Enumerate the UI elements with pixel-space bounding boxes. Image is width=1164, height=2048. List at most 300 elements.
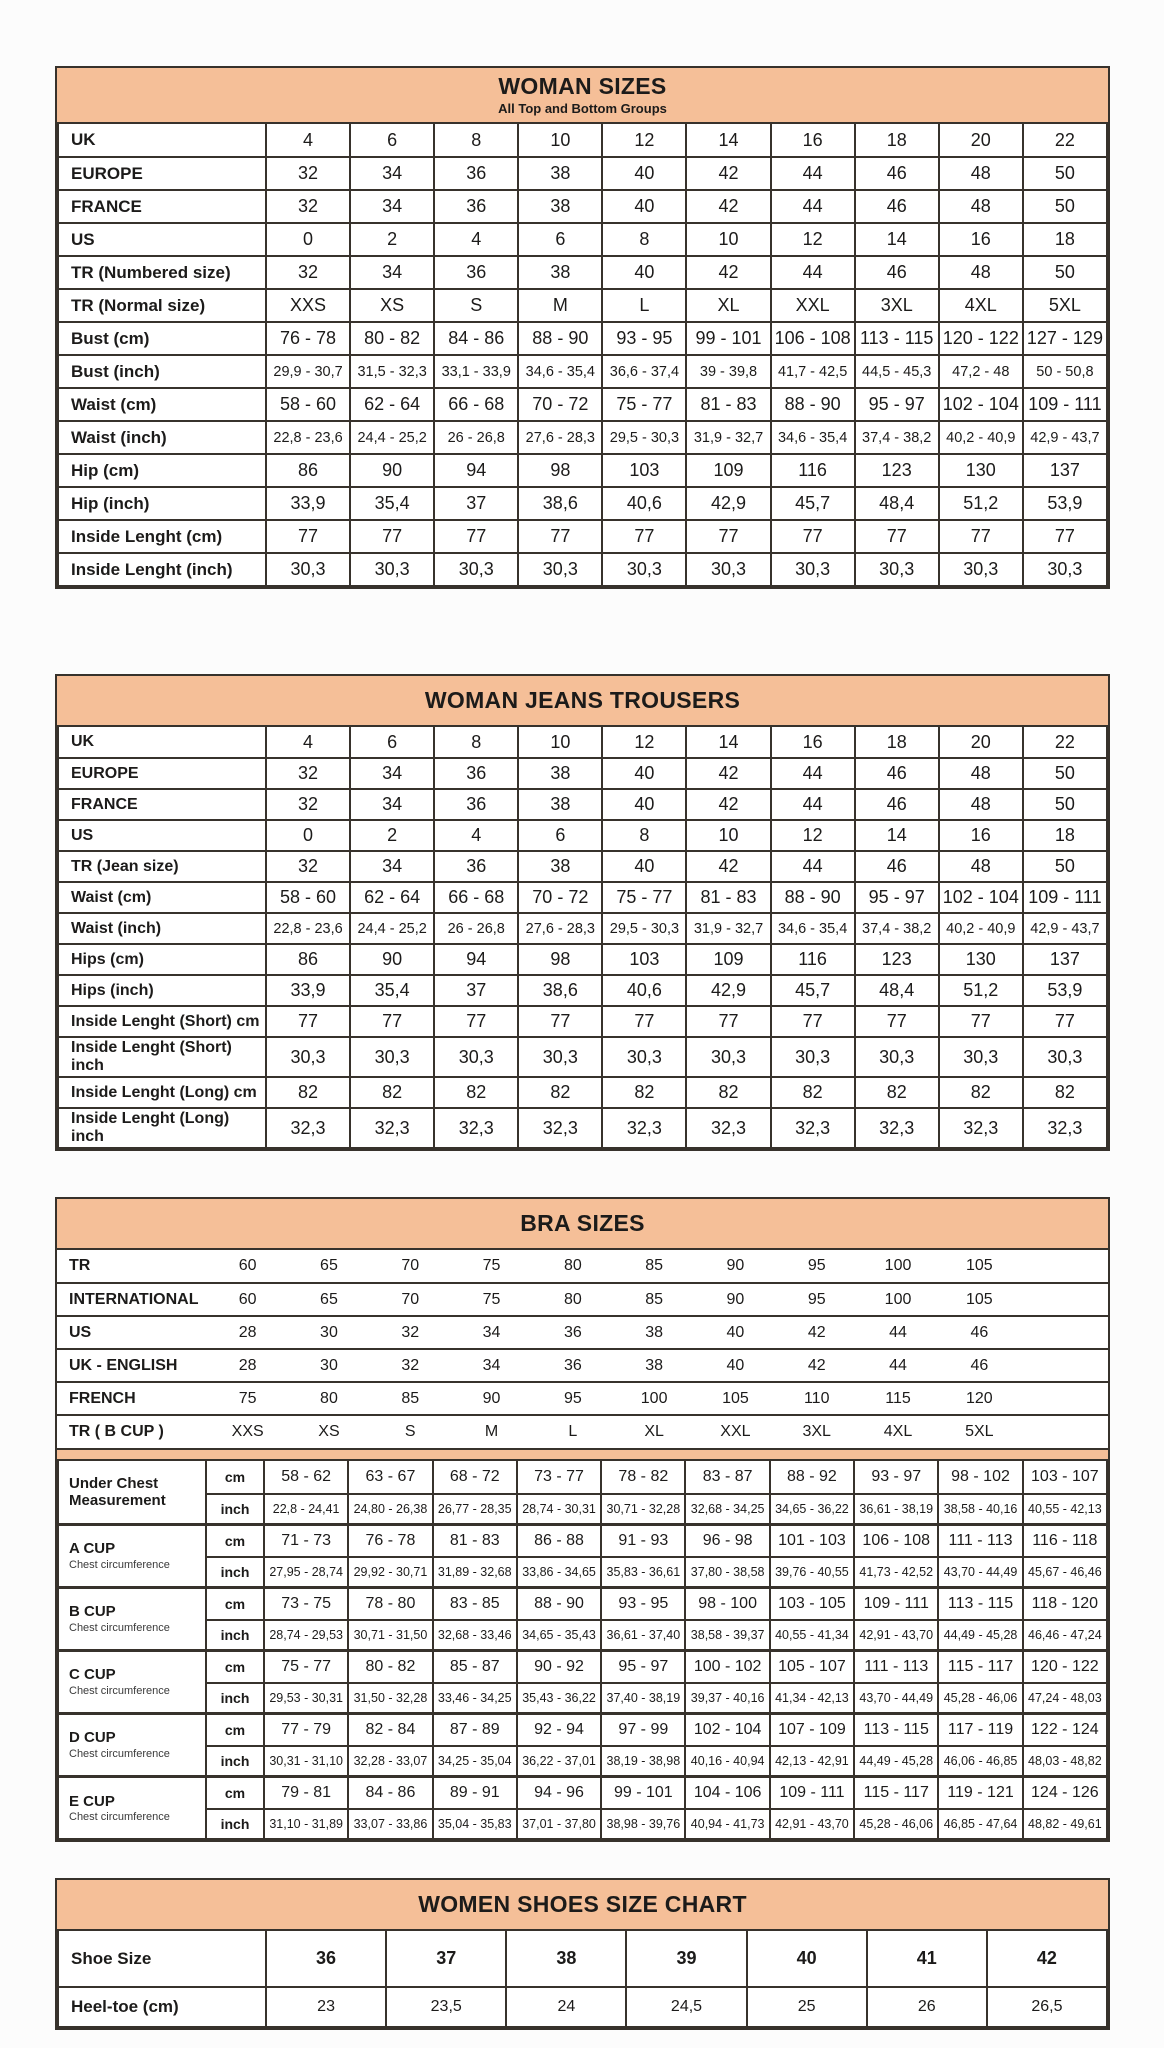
size-value: XXS <box>266 289 350 322</box>
row-label: Inside Lenght (Short) cm <box>58 1006 266 1037</box>
size-value: 115 - 117 <box>854 1776 938 1809</box>
size-value: 115 - 117 <box>938 1650 1022 1683</box>
size-value: 29,5 - 30,3 <box>602 913 686 944</box>
size-value: 38 <box>518 851 602 882</box>
size-value: 32 <box>266 157 350 190</box>
size-value: 113 - 115 <box>855 322 939 355</box>
row-label: TR (Jean size) <box>58 851 266 882</box>
size-value: 106 - 108 <box>771 322 855 355</box>
size-value: 77 <box>939 1006 1023 1037</box>
size-value: 109 - 111 <box>854 1587 938 1620</box>
size-value: 86 - 88 <box>517 1524 601 1557</box>
size-value: 95 <box>807 1257 826 1274</box>
table-row <box>58 256 1107 289</box>
size-value: 95 - 97 <box>601 1650 685 1683</box>
size-value: 0 <box>266 820 350 851</box>
size-value: 103 - 107 <box>1023 1461 1107 1494</box>
size-value: 82 <box>434 1077 518 1108</box>
size-value: 82 <box>1023 1077 1107 1108</box>
size-value: 22,8 - 23,6 <box>266 913 350 944</box>
size-value: 120 - 122 <box>939 322 1023 355</box>
size-value: 103 <box>602 944 686 975</box>
size-value: 37,4 - 38,2 <box>855 421 939 454</box>
size-value: 123 <box>855 454 939 487</box>
size-value: 77 <box>1023 520 1107 553</box>
size-value: 99 - 101 <box>601 1776 685 1809</box>
size-value: 79 - 81 <box>264 1776 348 1809</box>
size-value: 40,6 <box>602 487 686 520</box>
size-value: 46,46 - 47,24 <box>1023 1620 1107 1650</box>
size-value: 33,9 <box>266 487 350 520</box>
size-value: 40,6 <box>602 975 686 1006</box>
size-value: 117 - 119 <box>938 1713 1022 1746</box>
size-value: 38 <box>613 1349 694 1382</box>
size-value: 28 <box>207 1349 288 1382</box>
size-value: 38,98 - 39,76 <box>601 1809 685 1839</box>
size-value: 50 <box>1023 256 1107 289</box>
size-value: 33,07 - 33,86 <box>348 1809 432 1839</box>
size-value: 30,3 <box>771 553 855 586</box>
size-value: 30 <box>288 1349 369 1382</box>
size-value: 30,31 - 31,10 <box>264 1746 348 1776</box>
size-value: 40,55 - 42,13 <box>1023 1494 1107 1524</box>
row-label: FRENCH <box>57 1382 207 1415</box>
table-row <box>58 1746 1107 1776</box>
size-value: 62 - 64 <box>350 882 434 913</box>
row-label: EUROPE <box>58 157 266 190</box>
size-value: 86 <box>266 944 350 975</box>
size-value: 109 - 111 <box>1023 882 1107 913</box>
size-value: 16 <box>771 124 855 157</box>
size-value: 66 - 68 <box>434 882 518 913</box>
size-value: 26 - 26,8 <box>434 421 518 454</box>
size-value: 23,5 <box>386 1987 506 2027</box>
size-value: 105 <box>695 1382 776 1415</box>
size-value: 18 <box>1023 820 1107 851</box>
size-value: 90 <box>451 1382 532 1415</box>
table-row <box>57 1415 1108 1448</box>
size-value: 28,74 - 30,31 <box>517 1494 601 1524</box>
row-label: Shoe Size <box>58 1931 266 1987</box>
table-row <box>58 1006 1107 1037</box>
size-value: 46 <box>855 758 939 789</box>
size-value: 80 <box>532 1283 613 1316</box>
size-value: 14 <box>686 727 770 758</box>
table-row <box>58 1037 1107 1077</box>
size-value: 12 <box>602 124 686 157</box>
cup-label-cell <box>58 1524 206 1587</box>
size-value: 46,06 - 46,85 <box>938 1746 1022 1776</box>
unit-label: cm <box>206 1524 264 1557</box>
size-value: 80 <box>288 1382 369 1415</box>
size-value: 93 - 95 <box>602 322 686 355</box>
size-value: 30,3 <box>518 1037 602 1077</box>
size-value: 40 <box>695 1349 776 1382</box>
row-label: Waist (inch) <box>58 913 266 944</box>
row-spacer <box>1020 1250 1108 1283</box>
size-value: 65 <box>320 1257 338 1274</box>
size-value: 68 - 72 <box>433 1461 517 1494</box>
size-value: 32 <box>266 789 350 820</box>
size-value: 14 <box>686 124 770 157</box>
size-value: 53,9 <box>1023 487 1107 520</box>
size-value: 38 <box>506 1931 626 1987</box>
size-value: 40,55 - 41,34 <box>770 1620 854 1650</box>
table-row <box>58 944 1107 975</box>
size-value: 39,37 - 40,16 <box>685 1683 769 1713</box>
size-value: 70 <box>370 1283 451 1316</box>
size-value: 82 <box>855 1077 939 1108</box>
size-value: 20 <box>939 727 1023 758</box>
row-label: Inside Lenght (Short) inch <box>58 1037 266 1077</box>
row-label: FRANCE <box>58 789 266 820</box>
size-value: 95 <box>532 1382 613 1415</box>
size-value: 34 <box>350 157 434 190</box>
cup-label: E CUP <box>69 1792 115 1810</box>
size-value: 88 - 90 <box>518 322 602 355</box>
woman-sizes-section <box>55 66 1110 589</box>
size-value: 40,16 - 40,94 <box>685 1746 769 1776</box>
size-value: 30,3 <box>771 1037 855 1077</box>
size-value: 33,86 - 34,65 <box>517 1557 601 1587</box>
size-value: 30,3 <box>686 1037 770 1077</box>
size-value: 77 - 79 <box>264 1713 348 1746</box>
table-row <box>58 1587 1107 1620</box>
size-value: 40 <box>602 190 686 223</box>
size-value: 100 - 102 <box>685 1650 769 1683</box>
size-value: 37 <box>434 975 518 1006</box>
size-value: 36 <box>532 1316 613 1349</box>
size-value: 137 <box>1023 944 1107 975</box>
size-value: 75 - 77 <box>602 388 686 421</box>
size-value: 36 <box>434 851 518 882</box>
size-value: 75 <box>482 1257 501 1274</box>
size-value: 12 <box>771 223 855 256</box>
size-value: 116 <box>771 454 855 487</box>
unit-label: inch <box>206 1683 264 1713</box>
size-value: XL <box>686 289 770 322</box>
size-value: 39 - 39,8 <box>686 355 770 388</box>
size-value: 32 <box>266 190 350 223</box>
size-value: 98 - 102 <box>938 1461 1022 1494</box>
size-value: 35,43 - 36,22 <box>517 1683 601 1713</box>
size-value: 27,95 - 28,74 <box>264 1557 348 1587</box>
size-value: 46 <box>855 851 939 882</box>
table-header <box>57 1880 1108 1931</box>
size-value: 45,67 - 46,46 <box>1023 1557 1107 1587</box>
size-value: 105 <box>965 1257 993 1274</box>
jeans-trousers-table <box>57 727 1108 1149</box>
size-value: 77 <box>266 520 350 553</box>
size-value: 116 - 118 <box>1023 1524 1107 1557</box>
size-value: 48,4 <box>855 487 939 520</box>
size-value: 23 <box>266 1987 386 2027</box>
size-value: 42,91 - 43,70 <box>770 1809 854 1839</box>
size-value: 77 <box>855 520 939 553</box>
size-value: 42,9 - 43,7 <box>1023 421 1107 454</box>
table-title: BRA SIZES <box>520 1210 645 1236</box>
size-value: 26 - 26,8 <box>434 913 518 944</box>
cup-label-cell <box>58 1461 206 1524</box>
size-value: 109 <box>686 944 770 975</box>
size-value: 77 <box>1023 1006 1107 1037</box>
cup-label: B CUP <box>69 1603 116 1621</box>
table-row <box>58 289 1107 322</box>
size-value: 130 <box>939 944 1023 975</box>
row-spacer <box>1020 1283 1108 1316</box>
size-value: 109 <box>686 454 770 487</box>
size-value: 83 - 85 <box>433 1587 517 1620</box>
size-value: 5XL <box>939 1415 1020 1448</box>
table-row <box>58 355 1107 388</box>
size-value: 2 <box>350 223 434 256</box>
size-value: 58 - 60 <box>266 388 350 421</box>
unit-label: inch <box>206 1620 264 1650</box>
size-value: 103 <box>602 454 686 487</box>
size-value: 26,5 <box>987 1987 1107 2027</box>
table-header <box>57 676 1108 727</box>
table-row <box>58 1524 1107 1557</box>
size-value: 34,6 - 35,4 <box>518 355 602 388</box>
size-value: 27,6 - 28,3 <box>518 913 602 944</box>
table-row <box>58 1620 1107 1650</box>
row-label: Inside Lenght (cm) <box>58 520 266 553</box>
size-value: 46 <box>855 190 939 223</box>
size-value: 118 - 120 <box>1023 1587 1107 1620</box>
size-value: 120 <box>939 1382 1020 1415</box>
bra-sizes-section <box>55 1197 1110 1842</box>
size-value: 42 <box>686 157 770 190</box>
size-value: 6 <box>350 727 434 758</box>
size-value: 39 <box>626 1931 746 1987</box>
unit-label: cm <box>206 1776 264 1809</box>
size-value: 29,9 - 30,7 <box>266 355 350 388</box>
size-value: 44 <box>857 1349 938 1382</box>
size-value: 82 <box>602 1077 686 1108</box>
size-value: 8 <box>602 820 686 851</box>
size-value: 86 <box>266 454 350 487</box>
size-value: 102 - 104 <box>939 882 1023 913</box>
size-value: 50 <box>1023 190 1107 223</box>
bra-cup-table <box>57 1461 1108 1840</box>
size-value: 80 - 82 <box>348 1650 432 1683</box>
size-value: 77 <box>434 1006 518 1037</box>
size-value: 38,19 - 38,98 <box>601 1746 685 1776</box>
cup-label: A CUP <box>69 1540 116 1558</box>
size-value: 44,49 - 45,28 <box>938 1620 1022 1650</box>
size-value: 120 - 122 <box>1023 1650 1107 1683</box>
size-value: 33,46 - 34,25 <box>433 1683 517 1713</box>
size-value: 77 <box>518 1006 602 1037</box>
table-row <box>58 223 1107 256</box>
size-value: 78 - 82 <box>601 1461 685 1494</box>
size-value: 77 <box>350 520 434 553</box>
size-value: 30,3 <box>855 1037 939 1077</box>
size-value: XXL <box>771 289 855 322</box>
table-row <box>58 388 1107 421</box>
row-label: Waist (inch) <box>58 421 266 454</box>
row-label: Heel-toe (cm) <box>58 1987 266 2027</box>
size-value: 48 <box>939 190 1023 223</box>
size-value: 8 <box>602 223 686 256</box>
size-value: 27,6 - 28,3 <box>518 421 602 454</box>
size-value: 29,53 - 30,31 <box>264 1683 348 1713</box>
size-value: 32,3 <box>266 1108 350 1148</box>
size-value: 22 <box>1023 124 1107 157</box>
table-row <box>58 553 1107 586</box>
size-value: 82 <box>518 1077 602 1108</box>
size-value: 123 <box>855 944 939 975</box>
size-value: 20 <box>939 124 1023 157</box>
size-value: 105 - 107 <box>770 1650 854 1683</box>
size-value: 35,04 - 35,83 <box>433 1809 517 1839</box>
size-value: 46 <box>939 1316 1020 1349</box>
size-value: M <box>518 289 602 322</box>
size-value: 38 <box>518 256 602 289</box>
size-value: 44,49 - 45,28 <box>854 1746 938 1776</box>
size-value: 4 <box>266 124 350 157</box>
size-value: 88 - 92 <box>770 1461 854 1494</box>
size-value: 31,9 - 32,7 <box>686 913 770 944</box>
row-label: FRANCE <box>58 190 266 223</box>
size-value: 16 <box>939 223 1023 256</box>
row-label: Bust (cm) <box>58 322 266 355</box>
table-row <box>58 882 1107 913</box>
size-value: 100 <box>884 1257 912 1274</box>
size-value: 25 <box>747 1987 867 2027</box>
table-row <box>58 1713 1107 1746</box>
size-value: XS <box>350 289 434 322</box>
size-value: XL <box>613 1415 694 1448</box>
size-value: 46 <box>939 1349 1020 1382</box>
size-value: 101 - 103 <box>770 1524 854 1557</box>
size-value: 16 <box>939 820 1023 851</box>
size-value: 42,9 - 43,7 <box>1023 913 1107 944</box>
size-value: 30,3 <box>350 553 434 586</box>
size-value: 31,9 - 32,7 <box>686 421 770 454</box>
size-value: 30,3 <box>434 553 518 586</box>
size-value: 44,5 - 45,3 <box>855 355 939 388</box>
size-value: 29,92 - 30,71 <box>348 1557 432 1587</box>
size-value: 80 <box>563 1257 582 1274</box>
size-value: 45,28 - 46,06 <box>854 1809 938 1839</box>
size-value: 40 <box>602 851 686 882</box>
size-value: 47,24 - 48,03 <box>1023 1683 1107 1713</box>
size-value: 42 <box>686 256 770 289</box>
size-value: 36 <box>434 758 518 789</box>
size-value: L <box>602 289 686 322</box>
size-value: 32 <box>266 758 350 789</box>
table-row <box>58 975 1107 1006</box>
row-label: UK <box>58 124 266 157</box>
size-value: 93 - 95 <box>601 1587 685 1620</box>
size-value: 32 <box>266 851 350 882</box>
size-value: 32,3 <box>518 1108 602 1148</box>
size-value: 32,3 <box>350 1108 434 1148</box>
size-value: 10 <box>686 223 770 256</box>
table-row <box>58 1650 1107 1683</box>
size-value: 38 <box>518 789 602 820</box>
row-label: US <box>58 820 266 851</box>
size-value: 44 <box>857 1316 938 1349</box>
size-value: 53,9 <box>1023 975 1107 1006</box>
size-value: 77 <box>434 520 518 553</box>
size-value: 31,10 - 31,89 <box>264 1809 348 1839</box>
size-value: 82 <box>350 1077 434 1108</box>
size-value: 36 <box>434 190 518 223</box>
size-value: 37,01 - 37,80 <box>517 1809 601 1839</box>
size-value: 90 - 92 <box>517 1650 601 1683</box>
size-value: 99 - 101 <box>686 322 770 355</box>
size-value: 4XL <box>939 289 1023 322</box>
size-value: 46 <box>855 157 939 190</box>
size-value: 30,3 <box>1023 553 1107 586</box>
table-row <box>57 1283 1108 1316</box>
size-value: 35,4 <box>350 975 434 1006</box>
size-value: 82 - 84 <box>348 1713 432 1746</box>
row-label: EUROPE <box>58 758 266 789</box>
cup-label: Under Chest Measurement <box>69 1474 166 1509</box>
size-value: 75 <box>451 1283 532 1316</box>
size-value: 95 - 97 <box>855 388 939 421</box>
size-value: 75 - 77 <box>264 1650 348 1683</box>
table-row <box>58 124 1107 157</box>
size-value: 34 <box>350 256 434 289</box>
row-label: Inside Lenght (inch) <box>58 553 266 586</box>
size-value: 34 <box>451 1316 532 1349</box>
size-value: 58 - 62 <box>264 1461 348 1494</box>
table-header <box>57 68 1108 124</box>
size-value: S <box>370 1415 451 1448</box>
size-value: 94 - 96 <box>517 1776 601 1809</box>
size-value: 81 - 83 <box>433 1524 517 1557</box>
size-value: 40 <box>695 1316 776 1349</box>
row-label: TR (Numbered size) <box>58 256 266 289</box>
size-value: 43,70 - 44,49 <box>854 1683 938 1713</box>
bra-sizes-table <box>57 1250 1108 1448</box>
size-value: 34,6 - 35,4 <box>771 421 855 454</box>
size-value: 24 <box>506 1987 626 2027</box>
size-value: 34 <box>350 851 434 882</box>
size-value: 14 <box>855 820 939 851</box>
size-value: 77 <box>518 520 602 553</box>
table-header <box>57 1199 1108 1250</box>
table-row <box>58 157 1107 190</box>
size-value: 26 <box>867 1987 987 2027</box>
size-value: 37 <box>434 487 518 520</box>
size-value: 116 <box>771 944 855 975</box>
size-value: XXS <box>207 1415 288 1448</box>
size-value: 32,28 - 33,07 <box>348 1746 432 1776</box>
size-value: 50 <box>1023 758 1107 789</box>
size-value: 48 <box>939 758 1023 789</box>
size-value: 82 <box>266 1077 350 1108</box>
size-value: 91 - 93 <box>601 1524 685 1557</box>
size-value: 42,13 - 42,91 <box>770 1746 854 1776</box>
size-value: 89 - 91 <box>433 1776 517 1809</box>
row-label: TR ( B CUP ) <box>57 1415 207 1448</box>
size-value: 75 - 77 <box>602 882 686 913</box>
table-row <box>58 913 1107 944</box>
size-value: 40,94 - 41,73 <box>685 1809 769 1839</box>
size-value: 45,7 <box>771 975 855 1006</box>
size-value: 92 - 94 <box>517 1713 601 1746</box>
size-value: 77 <box>939 520 1023 553</box>
size-value: 48 <box>939 789 1023 820</box>
size-value: XS <box>288 1415 369 1448</box>
table-title: WOMAN SIZES <box>498 73 667 99</box>
size-value: 77 <box>602 520 686 553</box>
